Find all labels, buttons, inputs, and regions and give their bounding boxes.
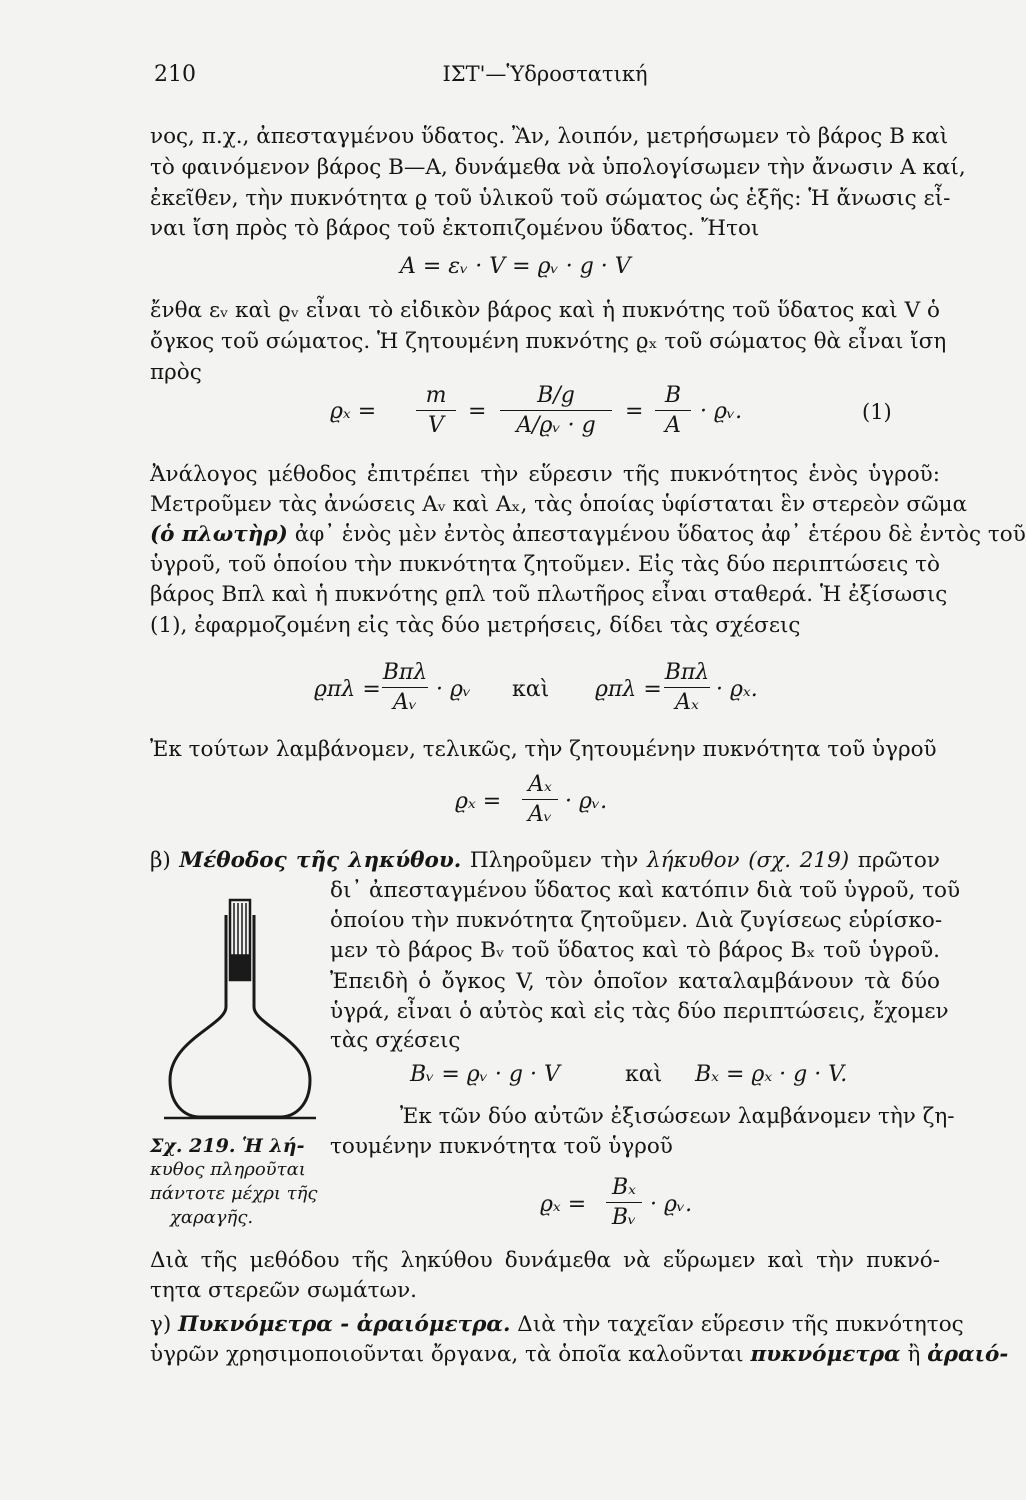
text-line: Ἐκ τούτων λαμβάνομεν, τελικῶς, τὴν ζητουμένην πυκνότητα τοῦ ὑγροῦ (150, 737, 937, 762)
figure-caption-line: κυθος πληροῦται (150, 1159, 306, 1180)
eq1-equals: = (468, 399, 487, 424)
eq1-fraction-1 (416, 383, 456, 439)
eq1-equals-2: = (625, 399, 644, 424)
text-line: μεν τὸ βάρος Bᵥ τοῦ ὕδατος καὶ τὸ βάρος Bₓ τοῦ ὑγροῦ. (330, 938, 940, 963)
text-span: Διὰ τὴν ταχεῖαν εὕρεσιν τῆς πυκνότητος (517, 1312, 964, 1337)
section-label-beta: β) (150, 848, 171, 873)
lykythos-ref: λήκυθον (σχ. 219) (646, 848, 850, 873)
text-span: ἀφ᾽ ἑνὸς μὲν ἐντὸς ἀπεσταγμένου ὕδατος ἀφ᾽ ἑτέρου δὲ ἐντὸς τοῦ (294, 522, 1026, 547)
text-line: τητα στερεῶν σωμάτων. (150, 1278, 417, 1303)
final-fraction (606, 1175, 642, 1231)
text-line: τὰς σχέσεις (330, 1028, 461, 1053)
text-line: τὸ φαινόμενον βάρος B—A, δυνάμεθα νὰ ὑπολογίσωμεν τὴν ἄνωσιν A καί, (150, 155, 966, 180)
text-span: πρῶτον (857, 848, 940, 873)
text-line: ἐκεῖθεν, τὴν πυκνότητα ϱ τοῦ ὑλικοῦ τοῦ σώματος ὡς ἑξῆς: Ἡ ἄνωσις εἶ- (150, 186, 951, 211)
text-line: νος, π.χ., ἀπεσταγμένου ὕδατος. Ἂν, λοιπόν, μετρήσωμεν τὸ βάρος B καὶ (150, 124, 949, 149)
final-den: Bᵥ (611, 1205, 637, 1230)
flask-figure (160, 895, 320, 1130)
rel-f1-num: Bπλ (382, 660, 428, 685)
text-line-last (150, 1340, 1009, 1370)
rel-f2-den: Aₓ (675, 690, 699, 715)
eq1-f2-den: A/ϱᵥ · g (516, 413, 596, 438)
equation-number: (1) (862, 400, 892, 424)
eq1-f3-den: A (665, 413, 681, 438)
rel-f1-den: Aᵥ (392, 690, 418, 715)
rel-lhs-1: ϱπλ = (314, 677, 381, 702)
rel-fraction-2 (664, 660, 710, 716)
res-den: Aᵥ (527, 802, 553, 827)
text-line: Ἐπειδὴ ὁ ὄγκος V, τὸν ὁποῖον καταλαμβάνουν τὰ δύο (330, 969, 940, 994)
eq1-lhs: ϱₓ = (330, 399, 377, 424)
rel-f2-num: Bπλ (664, 660, 710, 685)
pyknometra-heading: Πυκνόμετρα - ἀραιόμετρα. (178, 1312, 511, 1337)
term-araiometra: ἀραιό- (927, 1342, 1009, 1367)
res-num: Aₓ (528, 772, 552, 797)
text-span: ὑγρῶν χρησιμοποιοῦνται ὄργανα, τὰ ὁποῖα καλοῦνται (150, 1342, 744, 1367)
text-line: τουμένην πυκνότητα τοῦ ὑγροῦ (330, 1134, 673, 1159)
weights-1: Bᵥ = ϱᵥ · g · V (410, 1062, 560, 1087)
final-lhs: ϱₓ = (540, 1192, 587, 1217)
text-line: ὁποίου τὴν πυκνότητα ζητοῦμεν. Διὰ ζυγίσεως εὑρίσκο- (330, 908, 943, 933)
text-line: ὑγρά, εἶναι ὁ αὐτὸς καὶ εἰς τὰς δύο περιπτώσεις, ἔχομεν (330, 999, 949, 1024)
eq1-f1-den: V (428, 413, 444, 438)
text-line: Ἐκ τῶν δύο αὐτῶν ἐξισώσεων λαμβάνομεν τὴν ζη- (400, 1104, 955, 1129)
text-line: δι᾽ ἀπεσταγμένου ὕδατος καὶ κατόπιν διὰ τοῦ ὑγροῦ, τοῦ (330, 878, 961, 903)
rel-kai: καὶ (512, 677, 550, 702)
weights-kai: καὶ (625, 1062, 663, 1087)
section-label-gamma: γ) (150, 1312, 172, 1337)
text-span: Πληροῦμεν τὴν (469, 848, 639, 873)
text-line-pyknometra-heading (150, 1310, 964, 1340)
text-line: Μετροῦμεν τὰς ἀνώσεις Aᵥ καὶ Aₓ, τὰς ὁποίας ὑφίσταται ἓν στερεὸν σῶμα (150, 492, 968, 517)
text-line: (1), ἐφαρμοζομένη εἰς τὰς δύο μετρήσεις, δίδει τὰς σχέσεις (150, 613, 801, 638)
running-title: ΙΣΤ'—Ὑδροστατική (442, 62, 648, 86)
figure-caption-line: πάντοτε μέχρι τῆς (150, 1183, 318, 1204)
eq1-fraction-2 (500, 383, 612, 439)
text-line: πρὸς (150, 360, 202, 385)
text-line: Διὰ τῆς μεθόδου τῆς ληκύθου δυνάμεθα νὰ εὕρωμεν καὶ τὴν πυκνό- (150, 1248, 940, 1273)
final-num: Bₓ (612, 1175, 636, 1200)
res-fraction (522, 772, 558, 828)
term-pyknometra: πυκνόμετρα (750, 1342, 901, 1367)
text-line-with-term (150, 520, 1026, 550)
eq1-f3-num: B (664, 383, 682, 408)
final-tail: · ϱᵥ. (650, 1192, 693, 1217)
text-line: ναι ἴση πρὸς τὸ βάρος τοῦ ἐκτοπιζομένου ὕδατος. Ἤτοι (150, 216, 760, 241)
rel-tail-2: · ϱₓ. (716, 677, 758, 702)
eq1-fraction-3 (655, 383, 691, 439)
figure-caption-line: Σχ. 219. Ἡ λή- (150, 1135, 305, 1157)
text-line-method-heading (150, 846, 940, 876)
figure-caption-line: χαραγῆς. (170, 1207, 254, 1228)
eq1-f2-num: B/g (537, 383, 575, 408)
text-line: ὄγκος τοῦ σώματος. Ἡ ζητουμένη πυκνότης ϱₓ τοῦ σώματος θὰ εἶναι ἴση (150, 329, 947, 354)
rel-tail-1: · ϱᵥ (436, 677, 472, 702)
eq1-f1-num: m (425, 383, 447, 408)
term-plotir: (ὁ πλωτὴρ) (150, 522, 288, 547)
eq1-tail: · ϱᵥ. (700, 399, 743, 424)
res-tail: · ϱᵥ. (565, 789, 608, 814)
weights-2: Bₓ = ϱₓ · g · V. (695, 1062, 848, 1087)
rel-lhs-2: ϱπλ = (595, 677, 662, 702)
rel-fraction-1 (382, 660, 428, 716)
page-number: 210 (154, 62, 196, 87)
page-header (150, 62, 940, 94)
text-line: βάρος Bπλ καὶ ἡ πυκνότης ϱπλ τοῦ πλωτῆρος εἶναι σταθερά. Ἡ ἐξίσωσις (150, 582, 948, 607)
equation-buoyancy: A = εᵥ · V = ϱᵥ · g · V (400, 254, 631, 279)
text-line: ἔνθα εᵥ καὶ ϱᵥ εἶναι τὸ εἰδικὸν βάρος καὶ ἡ πυκνότης τοῦ ὕδατος καὶ V ὁ (150, 298, 940, 323)
text-line: Ἀνάλογος μέθοδος ἐπιτρέπει τὴν εὕρεσιν τῆς πυκνότητος ἑνὸς ὑγροῦ: (150, 462, 940, 487)
method-heading: Μέθοδος τῆς ληκύθου. (179, 848, 462, 873)
text-line: ὑγροῦ, τοῦ ὁποίου τὴν πυκνότητα ζητοῦμεν. Εἰς τὰς δύο περιπτώσεις τὸ (150, 552, 940, 577)
res-lhs: ϱₓ = (455, 789, 502, 814)
text-span: ἢ (907, 1342, 921, 1367)
